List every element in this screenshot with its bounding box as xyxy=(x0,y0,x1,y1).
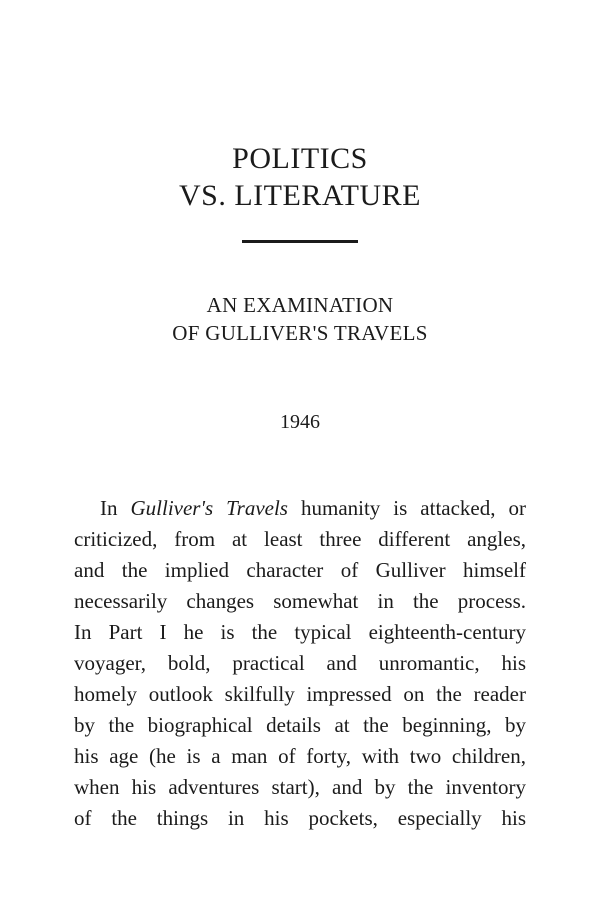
body-line: and the implied character of Gulliver himself xyxy=(74,558,526,582)
body-paragraph xyxy=(74,493,526,834)
book-title-italic: Gulliver's Travels xyxy=(130,496,288,520)
body-line: by the biographical details at the beginning, by xyxy=(74,713,526,737)
body-line: when his adventures start), and by the inventory xyxy=(74,775,526,799)
body-line-suffix: humanity is attacked, or xyxy=(287,496,526,520)
body-line: homely outlook skilfully impressed on the reader xyxy=(74,682,526,706)
chapter-title-line-1: POLITICS xyxy=(232,142,368,175)
publication-year: 1946 xyxy=(280,411,320,433)
body-line-prefix: In xyxy=(100,496,131,520)
chapter-title-line-2: VS. LITERATURE xyxy=(179,179,421,212)
title-divider xyxy=(242,240,358,243)
body-line: his age (he is a man of forty, with two children, xyxy=(74,744,526,768)
body-line: In Part I he is the typical eighteenth-century xyxy=(74,620,526,644)
body-line xyxy=(74,493,526,524)
body-line: necessarily changes somewhat in the process. xyxy=(74,589,526,613)
body-line: voyager, bold, practical and unromantic, his xyxy=(74,651,526,675)
body-line: of the things in his pockets, especially his xyxy=(74,806,526,830)
body-line: criticized, from at least three different angles, xyxy=(74,527,526,551)
chapter-subtitle-line-2: OF GULLIVER'S TRAVELS xyxy=(172,321,428,345)
chapter-subtitle-line-1: AN EXAMINATION xyxy=(206,293,394,317)
